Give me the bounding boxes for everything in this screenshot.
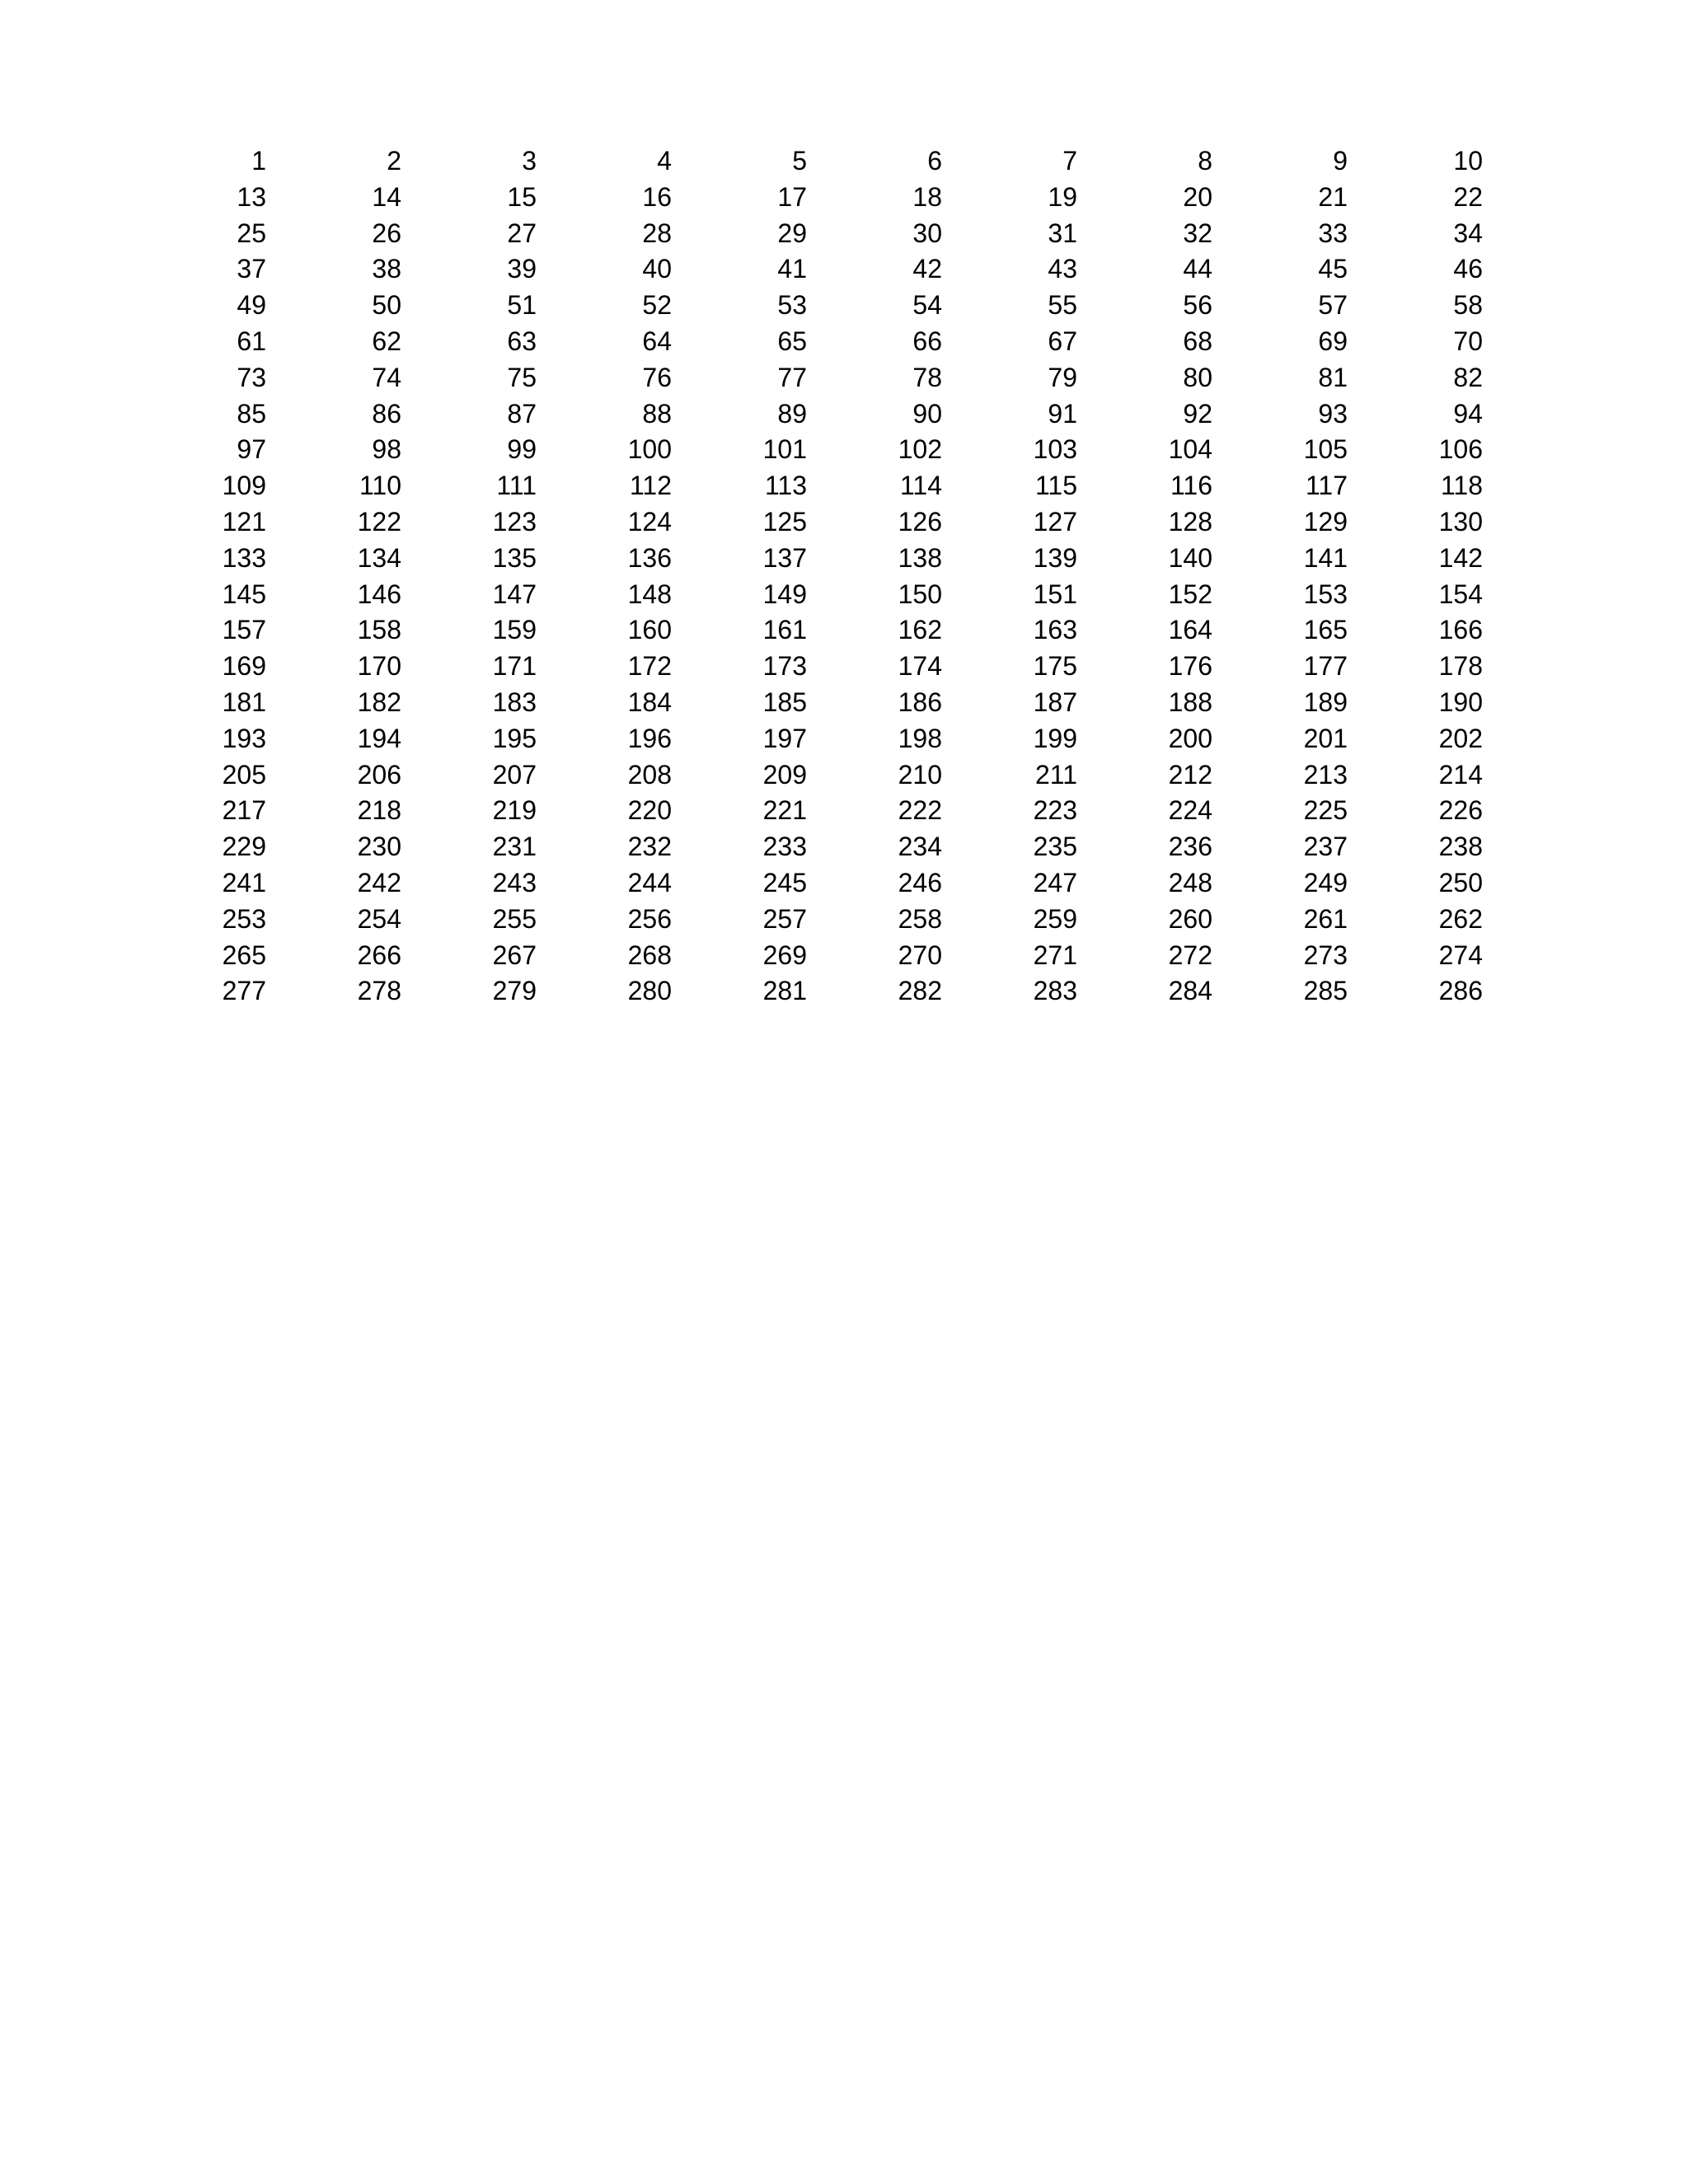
table-cell: 115	[1034, 471, 1077, 501]
table-cell: 30	[912, 218, 942, 248]
table-cell: 39	[507, 254, 537, 284]
number-table-body	[134, 143, 1486, 1010]
table-cell: 77	[777, 362, 807, 392]
table-cell: 113	[764, 471, 807, 501]
table-cell: 31	[1048, 218, 1077, 248]
table-row	[134, 216, 1486, 252]
number-table	[134, 143, 1486, 1010]
table-cell: 150	[898, 579, 942, 609]
table-cell: 247	[1033, 867, 1077, 898]
table-cell: 285	[1303, 976, 1348, 1006]
table-cell: 280	[627, 976, 672, 1006]
table-cell: 8	[1198, 146, 1212, 176]
table-row	[134, 180, 1486, 216]
table-cell: 53	[777, 290, 807, 321]
table-cell: 182	[357, 687, 401, 717]
table-cell: 138	[898, 542, 942, 573]
table-row	[134, 324, 1486, 360]
table-cell: 49	[237, 290, 266, 321]
table-cell: 286	[1438, 976, 1483, 1006]
table-cell: 157	[222, 615, 266, 645]
table-cell: 205	[222, 759, 266, 790]
table-cell: 234	[898, 832, 942, 862]
table-cell: 38	[372, 254, 401, 284]
table-cell: 159	[492, 615, 537, 645]
table-cell: 284	[1168, 976, 1212, 1006]
table-cell: 52	[642, 290, 672, 321]
table-cell: 121	[222, 506, 266, 537]
table-cell: 90	[912, 398, 942, 429]
table-cell: 250	[1438, 867, 1483, 898]
table-cell: 277	[222, 976, 266, 1006]
table-cell: 124	[627, 506, 672, 537]
table-cell: 166	[1438, 615, 1483, 645]
table-cell: 213	[1303, 759, 1348, 790]
table-row	[134, 829, 1486, 865]
table-cell: 211	[1034, 759, 1077, 790]
table-cell: 5	[792, 146, 807, 176]
table-row	[134, 468, 1486, 504]
table-cell: 200	[1168, 723, 1212, 753]
table-cell: 241	[222, 867, 266, 898]
table-cell: 7	[1062, 146, 1077, 176]
table-cell: 1	[251, 146, 266, 176]
table-cell: 253	[222, 903, 266, 934]
table-cell: 42	[912, 254, 942, 284]
table-row	[134, 577, 1486, 613]
table-cell: 37	[237, 254, 266, 284]
table-cell: 20	[1183, 181, 1212, 212]
table-cell: 278	[357, 976, 401, 1006]
table-cell: 78	[912, 362, 942, 392]
table-cell: 256	[627, 903, 672, 934]
table-cell: 46	[1453, 254, 1483, 284]
table-cell: 223	[1033, 795, 1077, 826]
table-cell: 50	[372, 290, 401, 321]
table-cell: 67	[1048, 326, 1077, 356]
table-cell: 279	[492, 976, 537, 1006]
table-cell: 254	[357, 903, 401, 934]
table-cell: 175	[1033, 651, 1077, 682]
table-row	[134, 685, 1486, 721]
table-cell: 56	[1183, 290, 1212, 321]
table-cell: 199	[1033, 723, 1077, 753]
table-row	[134, 143, 1486, 180]
table-cell: 217	[222, 795, 266, 826]
table-cell: 201	[1303, 723, 1348, 753]
table-cell: 82	[1453, 362, 1483, 392]
table-cell: 97	[237, 434, 266, 465]
table-cell: 162	[898, 615, 942, 645]
table-cell: 19	[1048, 181, 1077, 212]
table-cell: 91	[1048, 398, 1077, 429]
table-cell: 130	[1438, 506, 1483, 537]
table-cell: 137	[762, 542, 807, 573]
table-cell: 164	[1168, 615, 1212, 645]
table-cell: 148	[627, 579, 672, 609]
table-cell: 114	[899, 471, 942, 501]
table-cell: 181	[222, 687, 266, 717]
table-cell: 122	[357, 506, 401, 537]
table-cell: 173	[762, 651, 807, 682]
table-cell: 74	[372, 362, 401, 392]
table-cell: 232	[627, 832, 672, 862]
table-cell: 106	[1438, 434, 1483, 465]
table-cell: 43	[1048, 254, 1077, 284]
table-cell: 210	[898, 759, 942, 790]
table-cell: 163	[1033, 615, 1077, 645]
table-row	[134, 251, 1486, 288]
table-cell: 258	[898, 903, 942, 934]
table-row	[134, 612, 1486, 649]
table-cell: 218	[357, 795, 401, 826]
table-cell: 236	[1168, 832, 1212, 862]
table-cell: 187	[1033, 687, 1077, 717]
table-cell: 230	[357, 832, 401, 862]
table-cell: 212	[1168, 759, 1212, 790]
table-cell: 2	[387, 146, 401, 176]
table-cell: 202	[1438, 723, 1483, 753]
table-cell: 118	[1440, 471, 1483, 501]
table-cell: 40	[642, 254, 672, 284]
table-cell: 73	[237, 362, 266, 392]
table-cell: 99	[507, 434, 537, 465]
table-cell: 259	[1033, 903, 1077, 934]
table-cell: 34	[1453, 218, 1483, 248]
table-cell: 248	[1168, 867, 1212, 898]
table-cell: 246	[898, 867, 942, 898]
table-cell: 89	[777, 398, 807, 429]
table-cell: 117	[1305, 471, 1348, 501]
table-cell: 257	[762, 903, 807, 934]
table-cell: 93	[1318, 398, 1348, 429]
table-cell: 14	[372, 181, 401, 212]
table-row	[134, 938, 1486, 974]
table-cell: 15	[507, 181, 537, 212]
table-cell: 64	[642, 326, 672, 356]
table-cell: 273	[1303, 940, 1348, 970]
table-cell: 207	[492, 759, 537, 790]
table-cell: 220	[627, 795, 672, 826]
table-row	[134, 649, 1486, 685]
table-cell: 51	[507, 290, 537, 321]
table-cell: 153	[1303, 579, 1348, 609]
table-cell: 237	[1303, 832, 1348, 862]
table-cell: 54	[912, 290, 942, 321]
table-cell: 57	[1318, 290, 1348, 321]
table-cell: 152	[1168, 579, 1212, 609]
table-cell: 109	[222, 471, 266, 501]
table-cell: 6	[927, 146, 942, 176]
table-cell: 110	[359, 471, 401, 501]
table-cell: 75	[507, 362, 537, 392]
table-cell: 274	[1438, 940, 1483, 970]
table-cell: 80	[1183, 362, 1212, 392]
table-cell: 129	[1303, 506, 1348, 537]
table-cell: 127	[1033, 506, 1077, 537]
table-cell: 221	[762, 795, 807, 826]
table-cell: 206	[357, 759, 401, 790]
table-cell: 190	[1438, 687, 1483, 717]
table-cell: 141	[1303, 542, 1348, 573]
table-cell: 125	[762, 506, 807, 537]
table-cell: 272	[1168, 940, 1212, 970]
table-cell: 4	[657, 146, 672, 176]
table-cell: 112	[629, 471, 672, 501]
table-cell: 178	[1438, 651, 1483, 682]
table-cell: 261	[1303, 903, 1348, 934]
table-cell: 147	[492, 579, 537, 609]
table-cell: 172	[627, 651, 672, 682]
table-cell: 225	[1303, 795, 1348, 826]
table-cell: 238	[1438, 832, 1483, 862]
table-cell: 134	[357, 542, 401, 573]
table-cell: 242	[357, 867, 401, 898]
table-row	[134, 504, 1486, 541]
table-cell: 226	[1438, 795, 1483, 826]
table-cell: 123	[492, 506, 537, 537]
table-row	[134, 721, 1486, 757]
table-cell: 176	[1168, 651, 1212, 682]
table-cell: 224	[1168, 795, 1212, 826]
table-cell: 17	[777, 181, 807, 212]
table-cell: 146	[357, 579, 401, 609]
table-cell: 65	[777, 326, 807, 356]
table-cell: 58	[1453, 290, 1483, 321]
table-row	[134, 541, 1486, 577]
table-cell: 260	[1168, 903, 1212, 934]
table-cell: 136	[627, 542, 672, 573]
table-cell: 92	[1183, 398, 1212, 429]
table-cell: 244	[627, 867, 672, 898]
table-cell: 18	[912, 181, 942, 212]
table-cell: 158	[357, 615, 401, 645]
table-cell: 70	[1453, 326, 1483, 356]
table-cell: 185	[762, 687, 807, 717]
table-cell: 29	[777, 218, 807, 248]
table-cell: 283	[1033, 976, 1077, 1006]
table-cell: 145	[222, 579, 266, 609]
table-cell: 195	[492, 723, 537, 753]
table-cell: 128	[1168, 506, 1212, 537]
table-row	[134, 757, 1486, 794]
table-cell: 86	[372, 398, 401, 429]
table-cell: 188	[1168, 687, 1212, 717]
table-cell: 3	[522, 146, 537, 176]
table-cell: 62	[372, 326, 401, 356]
table-cell: 88	[642, 398, 672, 429]
table-cell: 21	[1318, 181, 1348, 212]
table-cell: 231	[492, 832, 537, 862]
table-cell: 255	[492, 903, 537, 934]
table-cell: 249	[1303, 867, 1348, 898]
table-cell: 151	[1033, 579, 1077, 609]
table-cell: 189	[1303, 687, 1348, 717]
table-cell: 79	[1048, 362, 1077, 392]
table-cell: 198	[898, 723, 942, 753]
table-cell: 69	[1318, 326, 1348, 356]
table-cell: 282	[898, 976, 942, 1006]
table-cell: 28	[642, 218, 672, 248]
table-cell: 222	[898, 795, 942, 826]
table-cell: 94	[1453, 398, 1483, 429]
table-cell: 68	[1183, 326, 1212, 356]
table-cell: 103	[1033, 434, 1077, 465]
table-cell: 154	[1438, 579, 1483, 609]
table-cell: 22	[1453, 181, 1483, 212]
table-cell: 104	[1168, 434, 1212, 465]
table-row	[134, 973, 1486, 1010]
table-cell: 32	[1183, 218, 1212, 248]
table-row	[134, 360, 1486, 396]
table-cell: 105	[1303, 434, 1348, 465]
table-cell: 169	[222, 651, 266, 682]
table-row	[134, 396, 1486, 433]
table-cell: 165	[1303, 615, 1348, 645]
table-cell: 184	[627, 687, 672, 717]
table-cell: 9	[1333, 146, 1348, 176]
table-cell: 16	[642, 181, 672, 212]
table-cell: 45	[1318, 254, 1348, 284]
table-cell: 233	[762, 832, 807, 862]
table-cell: 87	[507, 398, 537, 429]
table-cell: 214	[1438, 759, 1483, 790]
table-cell: 186	[898, 687, 942, 717]
table-cell: 183	[492, 687, 537, 717]
table-cell: 140	[1168, 542, 1212, 573]
table-cell: 33	[1318, 218, 1348, 248]
table-cell: 193	[222, 723, 266, 753]
table-cell: 102	[898, 434, 942, 465]
table-cell: 63	[507, 326, 537, 356]
table-cell: 161	[762, 615, 807, 645]
table-row	[134, 865, 1486, 902]
table-cell: 111	[496, 471, 537, 501]
table-cell: 55	[1048, 290, 1077, 321]
table-cell: 126	[898, 506, 942, 537]
table-cell: 194	[357, 723, 401, 753]
table-row	[134, 288, 1486, 324]
table-cell: 85	[237, 398, 266, 429]
table-cell: 196	[627, 723, 672, 753]
table-cell: 98	[372, 434, 401, 465]
table-cell: 170	[357, 651, 401, 682]
table-cell: 209	[762, 759, 807, 790]
table-cell: 270	[898, 940, 942, 970]
table-cell: 116	[1170, 471, 1212, 501]
table-cell: 269	[762, 940, 807, 970]
table-cell: 268	[627, 940, 672, 970]
table-cell: 245	[762, 867, 807, 898]
table-cell: 281	[762, 976, 807, 1006]
table-cell: 243	[492, 867, 537, 898]
table-cell: 27	[507, 218, 537, 248]
table-cell: 262	[1438, 903, 1483, 934]
table-cell: 13	[237, 181, 266, 212]
table-cell: 174	[898, 651, 942, 682]
table-cell: 10	[1453, 146, 1483, 176]
table-cell: 61	[237, 326, 266, 356]
table-cell: 219	[492, 795, 537, 826]
table-cell: 133	[222, 542, 266, 573]
table-cell: 135	[492, 542, 537, 573]
table-cell: 171	[492, 651, 537, 682]
table-cell: 66	[912, 326, 942, 356]
table-cell: 229	[222, 832, 266, 862]
table-cell: 100	[627, 434, 672, 465]
table-cell: 76	[642, 362, 672, 392]
table-cell: 139	[1033, 542, 1077, 573]
table-cell: 235	[1033, 832, 1077, 862]
table-cell: 266	[357, 940, 401, 970]
table-row	[134, 793, 1486, 829]
table-cell: 101	[762, 434, 807, 465]
table-cell: 267	[492, 940, 537, 970]
table-cell: 41	[777, 254, 807, 284]
table-cell: 142	[1438, 542, 1483, 573]
table-cell: 177	[1303, 651, 1348, 682]
table-row	[134, 432, 1486, 468]
table-row	[134, 902, 1486, 938]
table-cell: 81	[1318, 362, 1348, 392]
table-cell: 265	[222, 940, 266, 970]
table-cell: 160	[627, 615, 672, 645]
table-cell: 149	[762, 579, 807, 609]
table-cell: 197	[762, 723, 807, 753]
table-cell: 44	[1183, 254, 1212, 284]
table-cell: 271	[1033, 940, 1077, 970]
table-cell: 25	[237, 218, 266, 248]
table-cell: 26	[372, 218, 401, 248]
table-cell: 208	[627, 759, 672, 790]
